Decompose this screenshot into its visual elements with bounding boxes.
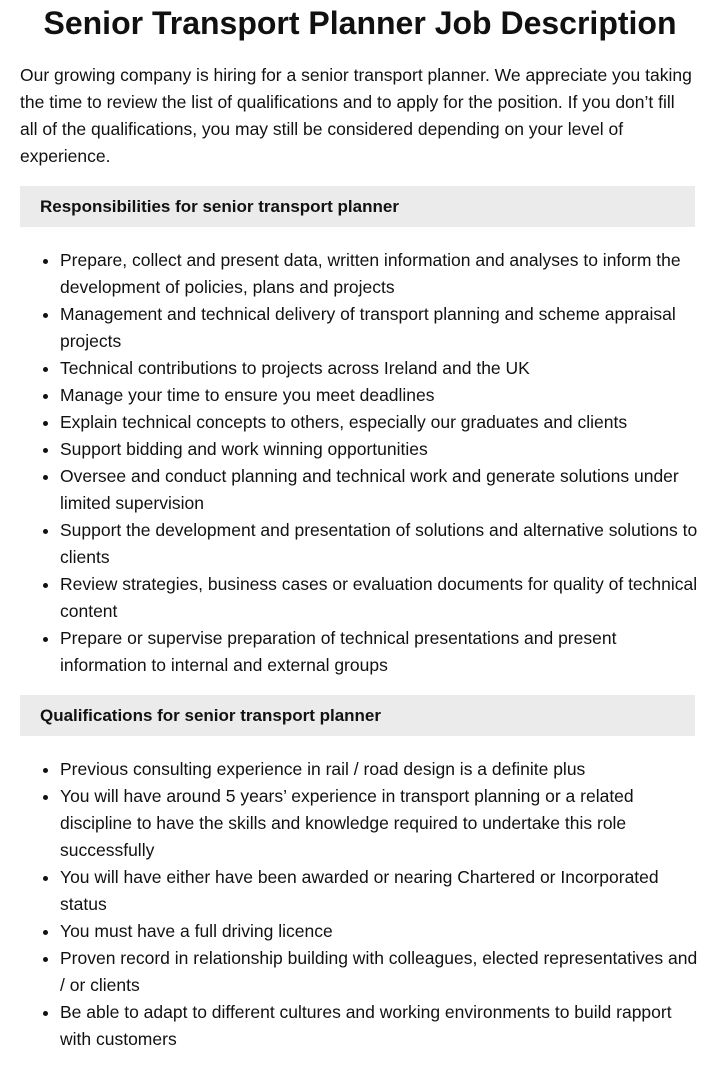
- list-item: • Previous consulting experience in rail / road design is a definite plus: [60, 756, 700, 783]
- list-item: • Support bidding and work winning opportunities: [60, 436, 700, 463]
- list-item: • Manage your time to ensure you meet deadlines: [60, 382, 700, 409]
- responsibilities-list: [20, 247, 700, 679]
- list-item: • Prepare, collect and present data, written information and analyses to inform the development of policies, plans and projects: [60, 247, 700, 301]
- list-item: • Review strategies, business cases or evaluation documents for quality of technical content: [60, 571, 700, 625]
- page-title: Senior Transport Planner Job Description: [43, 5, 677, 41]
- list-item: • Management and technical delivery of transport planning and scheme appraisal projects: [60, 301, 700, 355]
- list-item: • Explain technical concepts to others, especially our graduates and clients: [60, 409, 700, 436]
- responsibilities-heading: Responsibilities for senior transport planner: [20, 186, 695, 227]
- list-item: • You will have around 5 years’ experience in transport planning or a related discipline to have the skills and knowledge required to undertake this role successfully: [60, 783, 700, 864]
- intro-paragraph: Our growing company is hiring for a senior transport planner. We appreciate you taking the time to review the list of qualifications and to apply for the position. If you don’t fill all of the qualifications, you may still be considered depending on your level of experience.: [20, 65, 692, 166]
- list-item: • Support the development and presentation of solutions and alternative solutions to clients: [60, 517, 700, 571]
- list-item: • Oversee and conduct planning and technical work and generate solutions under limited supervision: [60, 463, 700, 517]
- list-item: • Technical contributions to projects across Ireland and the UK: [60, 355, 700, 382]
- list-item: • You must have a full driving licence: [60, 918, 700, 945]
- list-item: • You will have either have been awarded or nearing Chartered or Incorporated status: [60, 864, 700, 918]
- list-item: • Be able to adapt to different cultures and working environments to build rapport with customers: [60, 999, 700, 1053]
- list-item: • Proven record in relationship building with colleagues, elected representatives and / or clients: [60, 945, 700, 999]
- list-item: • Prepare or supervise preparation of technical presentations and present information to internal and external groups: [60, 625, 700, 679]
- qualifications-heading: Qualifications for senior transport planner: [20, 695, 695, 736]
- qualifications-list: [20, 756, 700, 1053]
